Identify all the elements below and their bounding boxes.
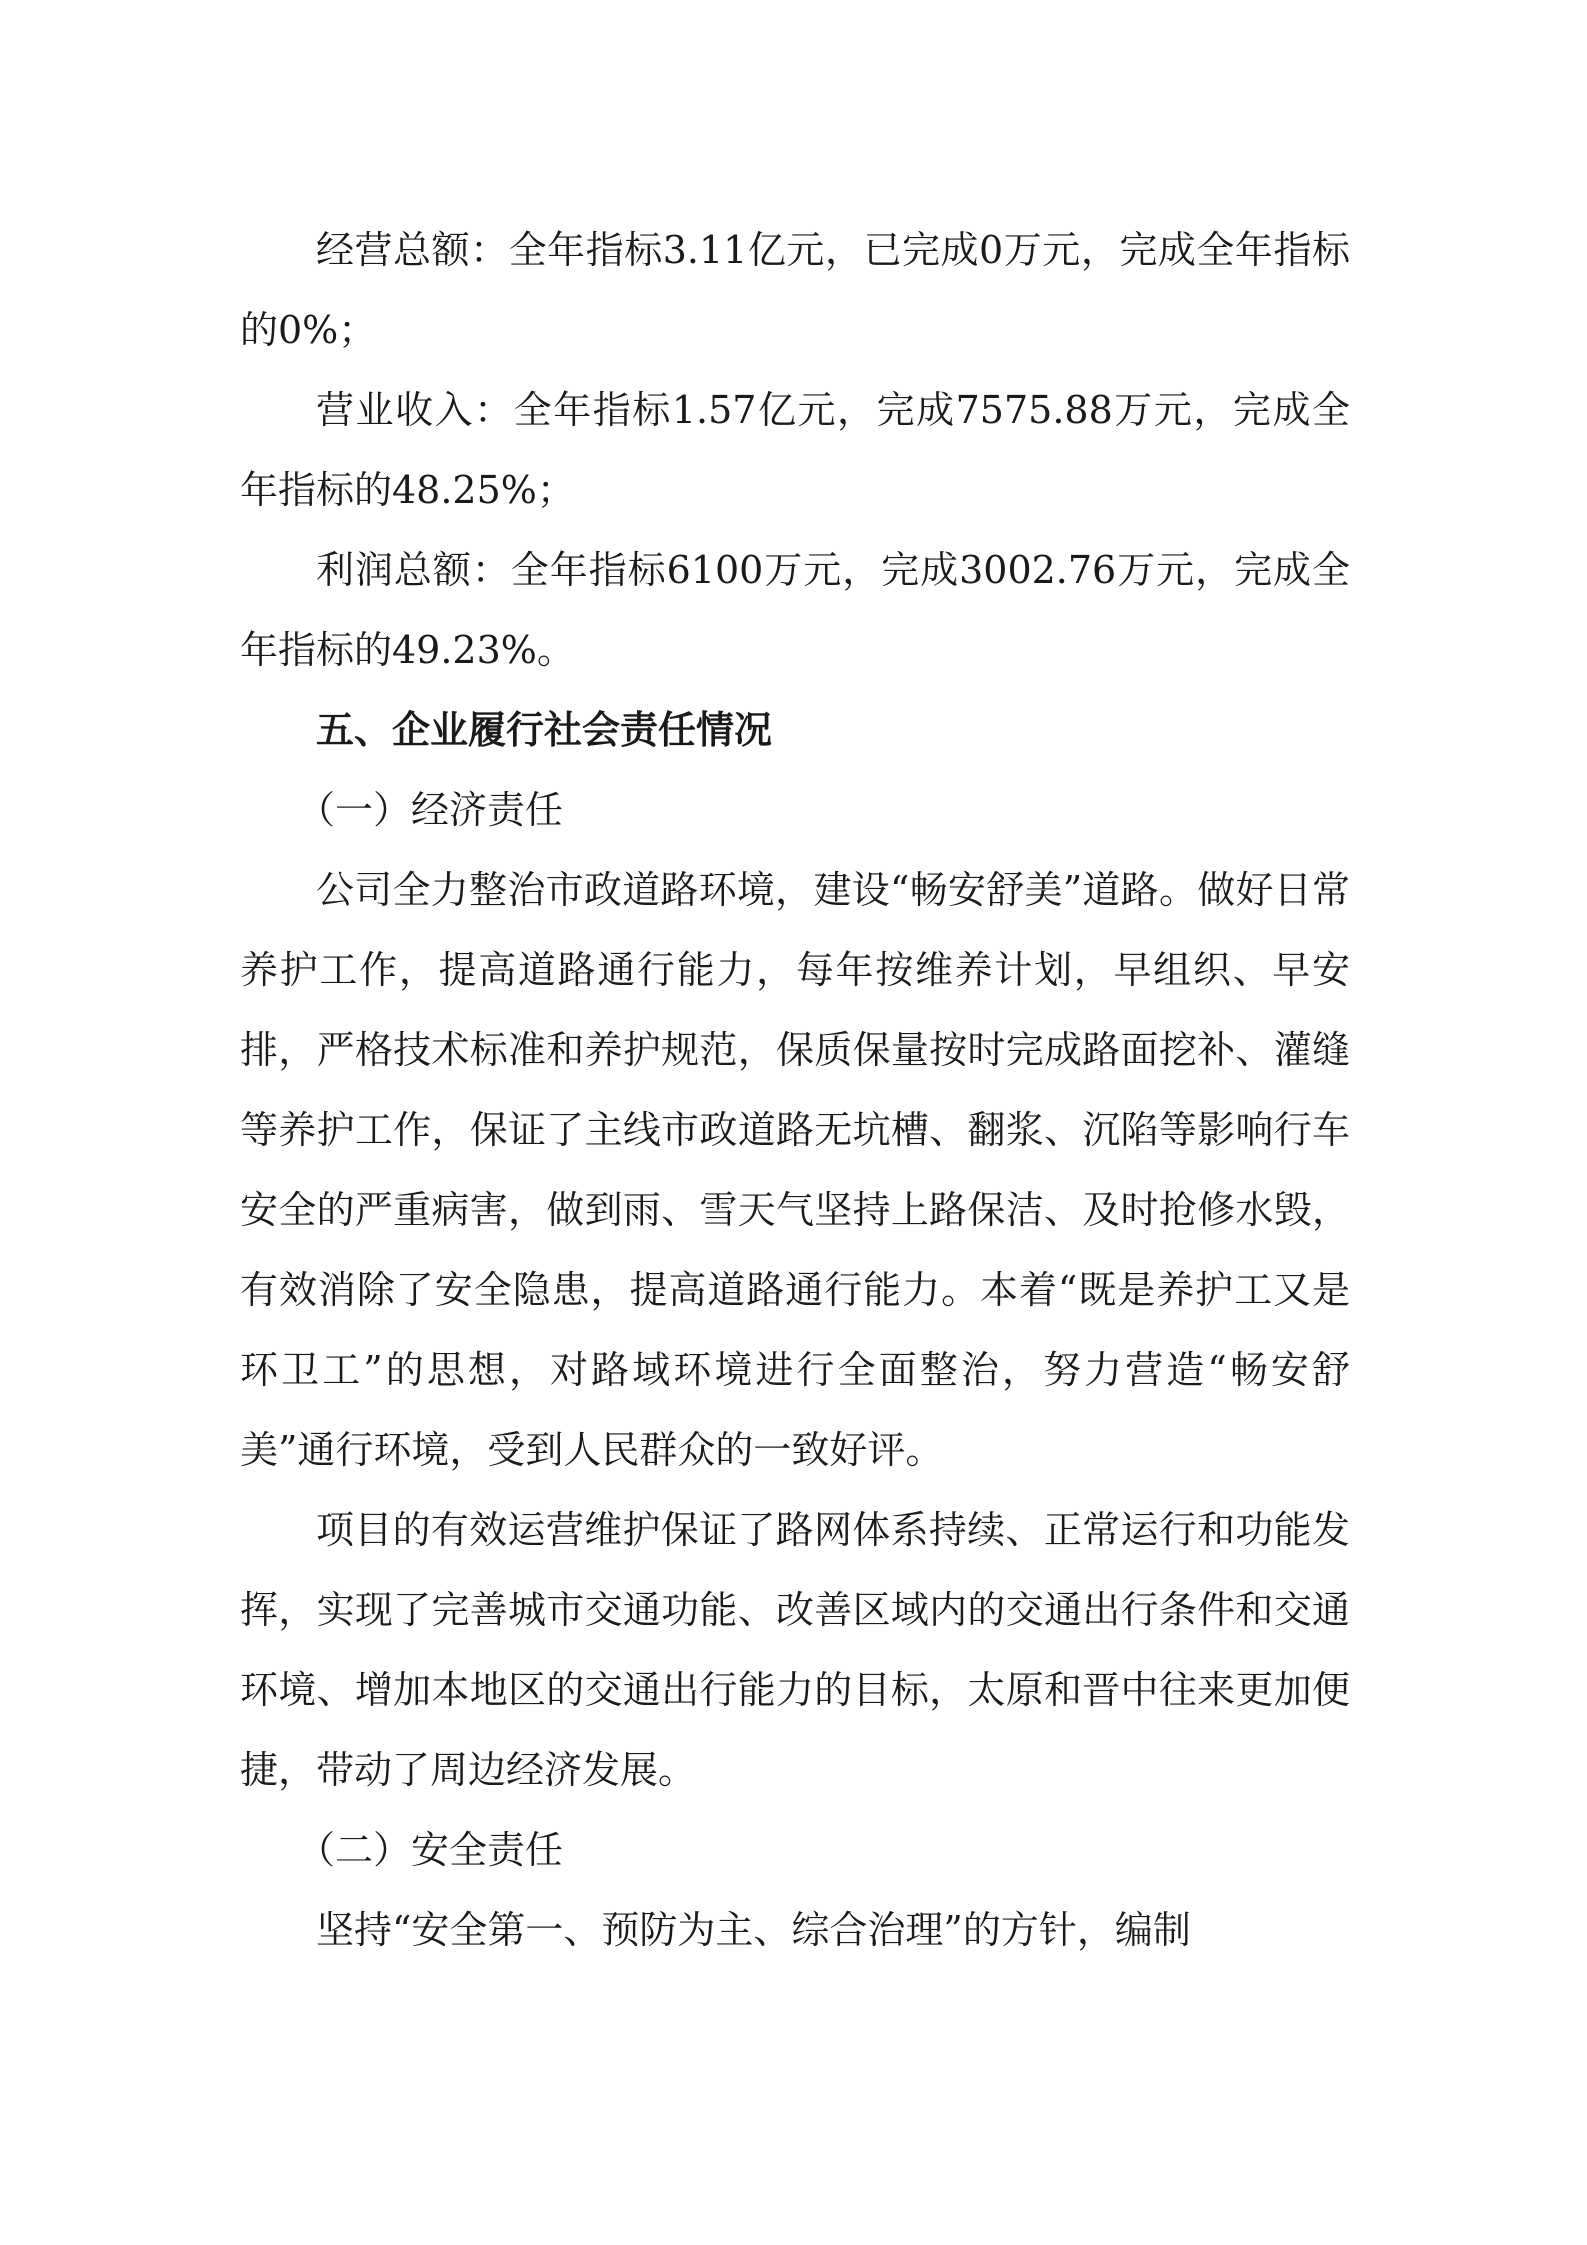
paragraph-total-profit: 利润总额：全年指标6100万元，完成3002.76万元，完成全年指标的49.23%。 (240, 548, 1350, 672)
paragraph-network-operation: 项目的有效运营维护保证了路网体系持续、正常运行和功能发挥，实现了完善城市交通功能、改善区域内的交通出行条件和交通环境、增加本地区的交通出行能力的目标，太原和晋中往来更加便捷，带动了周边经济发展。 (240, 1508, 1350, 1792)
paragraph-operating-revenue: 营业收入：全年指标1.57亿元，完成7575.88万元，完成全年指标的48.25%； (240, 388, 1350, 512)
paragraph-road-maintenance: 公司全力整治市政道路环境，建设“畅安舒美”道路。做好日常养护工作，提高道路通行能力，每年按维养计划，早组织、早安排，严格技术标准和养护规范，保质保量按时完成路面挖补、灌缝等养护工作，保证了主线市政道路无坑槽、翻浆、沉陷等影响行车安全的严重病害，做到雨、雪天气坚持上路保洁、及时抢修水毁，有效消除了安全隐患，提高道路通行能力。本着“既是养护工又是环卫工”的思想，对路域环境进行全面整治，努力营造“畅安舒美”通行环境，受到人民群众的一致好评。 (240, 868, 1350, 1472)
paragraph-business-total: 经营总额：全年指标3.11亿元，已完成0万元，完成全年指标的0%； (240, 228, 1350, 352)
section-heading-social-responsibility: 五、企业履行社会责任情况 (316, 708, 773, 752)
subheading-economic-responsibility: （一）经济责任 (297, 788, 564, 832)
subheading-safety-responsibility: （二）安全责任 (297, 1828, 564, 1872)
document-body (240, 210, 1350, 1970)
paragraph-safety-policy: 坚持“安全第一、预防为主、综合治理”的方针，编制 (316, 1908, 1191, 1952)
